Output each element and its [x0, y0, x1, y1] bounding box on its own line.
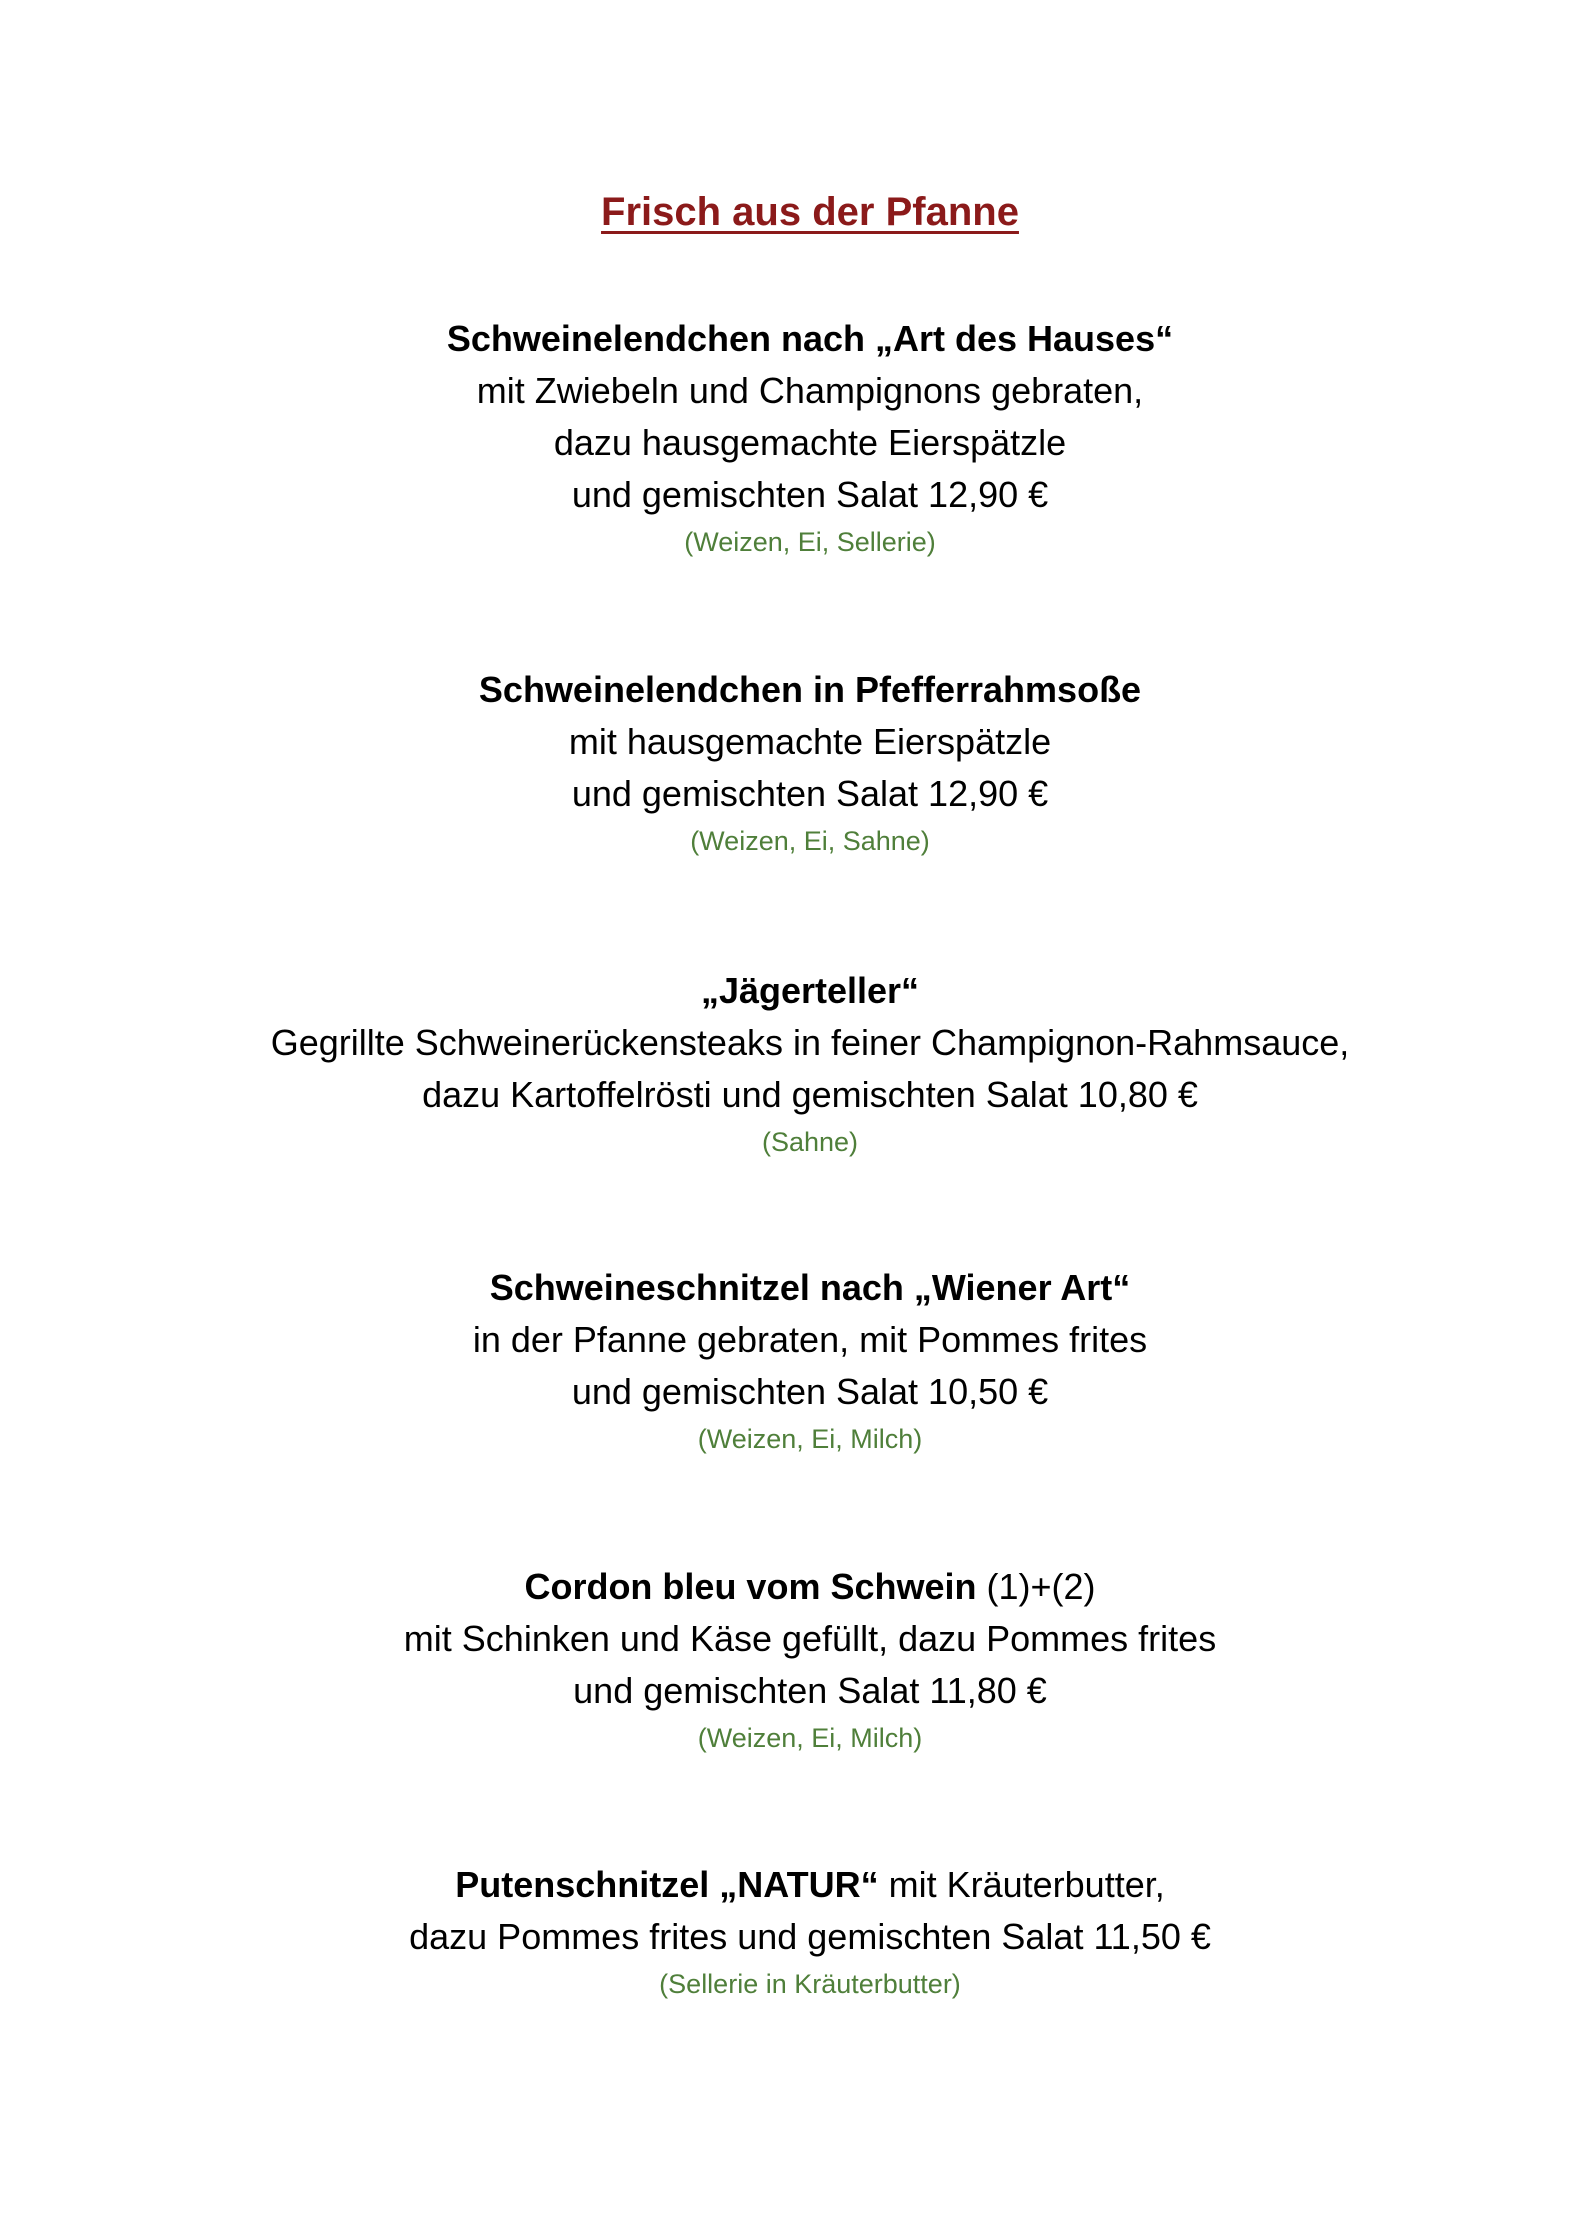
menu-item-description: Gegrillte Schweinerückensteaks in feiner Champignon-Rahmsauce, — [270, 1022, 1350, 1063]
menu-item-description: in der Pfanne gebraten, mit Pommes frites — [472, 1319, 1148, 1360]
menu-item-price-line: dazu Kartoffelrösti und gemischten Salat 10,80 € — [422, 1074, 1198, 1115]
menu-item-price-line: und gemischten Salat 12,90 € — [571, 474, 1049, 515]
menu-item — [0, 664, 1571, 862]
menu-item-allergens: (Weizen, Ei, Milch) — [697, 1723, 923, 1753]
menu-item-price-line: und gemischten Salat 12,90 € — [571, 773, 1049, 814]
menu-item-name: Schweinelendchen in Pfefferrahmsoße — [478, 669, 1142, 710]
menu-item-price-line: und gemischten Salat 10,50 € — [571, 1371, 1049, 1412]
menu-item-price-line: dazu Pommes frites und gemischten Salat 11,50 € — [409, 1916, 1211, 1957]
menu-item-name: Putenschnitzel „NATUR“ — [455, 1864, 879, 1905]
menu-item-allergens: (Weizen, Ei, Sellerie) — [684, 527, 936, 557]
menu-item-heading — [0, 1859, 1571, 1911]
menu-item-description: dazu hausgemachte Eierspätzle — [553, 422, 1067, 463]
menu-item-name: Schweineschnitzel nach „Wiener Art“ — [489, 1267, 1131, 1308]
menu-item-name: Schweinelendchen nach „Art des Hauses“ — [446, 318, 1174, 359]
menu-item-name: Cordon bleu vom Schwein — [524, 1566, 977, 1607]
menu-item — [0, 965, 1571, 1163]
menu-item-price-line: und gemischten Salat 11,80 € — [573, 1670, 1047, 1711]
menu-item-description: mit hausgemachte Eierspätzle — [568, 721, 1052, 762]
page-title: Frisch aus der Pfanne — [601, 190, 1019, 234]
menu-item-allergens: (Weizen, Ei, Sahne) — [690, 826, 930, 856]
menu-item-description: mit Schinken und Käse gefüllt, dazu Pommes frites — [403, 1618, 1217, 1659]
menu-item-name-suffix: (1)+(2) — [976, 1566, 1096, 1607]
menu-item-heading — [0, 1561, 1571, 1613]
menu-item-heading — [0, 1262, 1571, 1314]
menu-item — [0, 1859, 1571, 2005]
menu-item-name-suffix: mit Kräuterbutter, — [878, 1864, 1165, 1905]
menu-item-description: mit Zwiebeln und Champignons gebraten, — [476, 370, 1144, 411]
menu-item-allergens: (Sellerie in Kräuterbutter) — [659, 1969, 961, 1999]
menu-item — [0, 313, 1571, 563]
menu-item-heading — [0, 313, 1571, 365]
menu-item-heading — [0, 664, 1571, 716]
menu-item — [0, 1262, 1571, 1460]
menu-item-name: „Jägerteller“ — [700, 970, 920, 1011]
menu-item-allergens: (Sahne) — [761, 1127, 859, 1157]
menu-item-heading — [0, 965, 1571, 1017]
menu-item-allergens: (Weizen, Ei, Milch) — [697, 1424, 923, 1454]
menu-item — [0, 1561, 1571, 1759]
